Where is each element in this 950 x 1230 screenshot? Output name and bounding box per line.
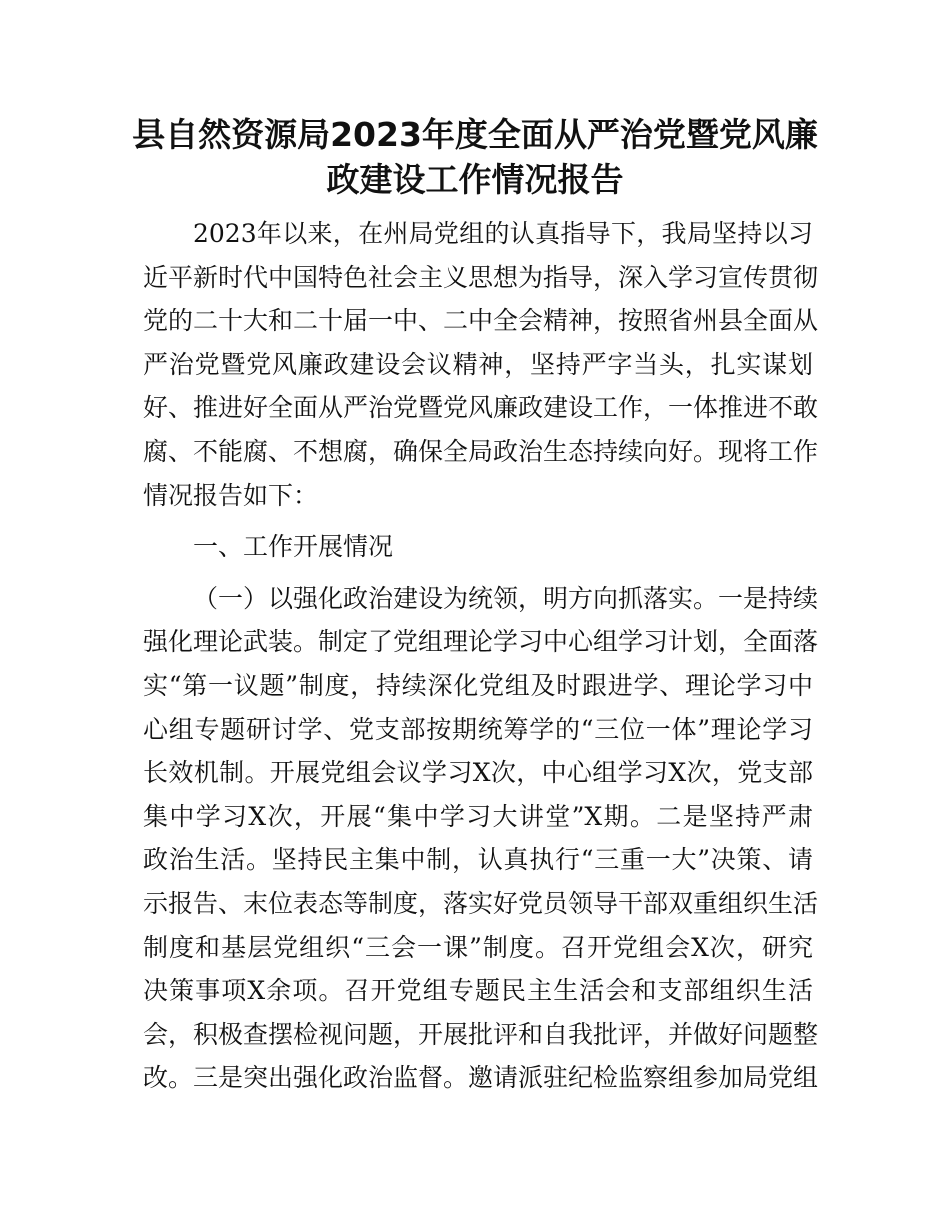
intro-line: 好、推进好全面从严治党暨党风廉政建设工作，一体推进不敢 xyxy=(143,393,819,423)
intro-line: 党的二十大和二十届一中、二中全会精神，按照省州县全面从 xyxy=(143,306,819,336)
section-line: 政治生活。坚持民主集中制，认真执行“三重一大”决策、请 xyxy=(143,845,813,875)
section-line: 决策事项X余项。召开党组专题民主生活会和支部组织生活 xyxy=(143,976,813,1006)
document-title-line-2: 政建设工作情况报告 xyxy=(326,160,624,199)
intro-line: 腐、不能腐、不想腐，确保全局政治生态持续向好。现将工作 xyxy=(143,436,819,466)
section-heading: 一、工作开展情况 xyxy=(193,532,394,562)
document-title-line-1: 县自然资源局2023年度全面从严治党暨党风廉 xyxy=(132,115,818,154)
section-line: （一）以强化政治建设为统领，明方向抓落实。一是持续 xyxy=(193,583,819,613)
section-line: 改。三是突出强化政治监督。邀请派驻纪检监察组参加局党组 xyxy=(143,1063,819,1093)
section-line: 实“第一议题”制度，持续深化党组及时跟进学、理论学习中 xyxy=(143,670,813,700)
intro-line: 2023年以来，在州局党组的认真指导下，我局坚持以习 xyxy=(193,219,813,248)
section-line: 强化理论武装。制定了党组理论学习中心组学习计划，全面落 xyxy=(143,627,819,657)
section-line: 心组专题研讨学、党支部按期统筹学的“三位一体”理论学习 xyxy=(143,714,813,744)
section-line: 集中学习X次，开展“集中学习大讲堂”X期。二是坚持严肃 xyxy=(143,801,813,831)
section-line: 制度和基层党组织“三会一课”制度。召开党组会X次，研究 xyxy=(143,932,813,962)
document-body xyxy=(143,212,819,1100)
section-line: 示报告、末位表态等制度，落实好党员领导干部双重组织生活 xyxy=(143,888,819,918)
section-line: 长效机制。开展党组会议学习X次，中心组学习X次，党支部 xyxy=(143,758,813,788)
section-line: 会，积极查摆检视问题，开展批评和自我批评，并做好问题整 xyxy=(143,1019,819,1049)
intro-line: 情况报告如下： xyxy=(143,480,319,510)
intro-line: 近平新时代中国特色社会主义思想为指导，深入学习宣传贯彻 xyxy=(143,262,819,292)
intro-line: 严治党暨党风廉政建设会议精神，坚持严字当头，扎实谋划 xyxy=(143,349,813,379)
